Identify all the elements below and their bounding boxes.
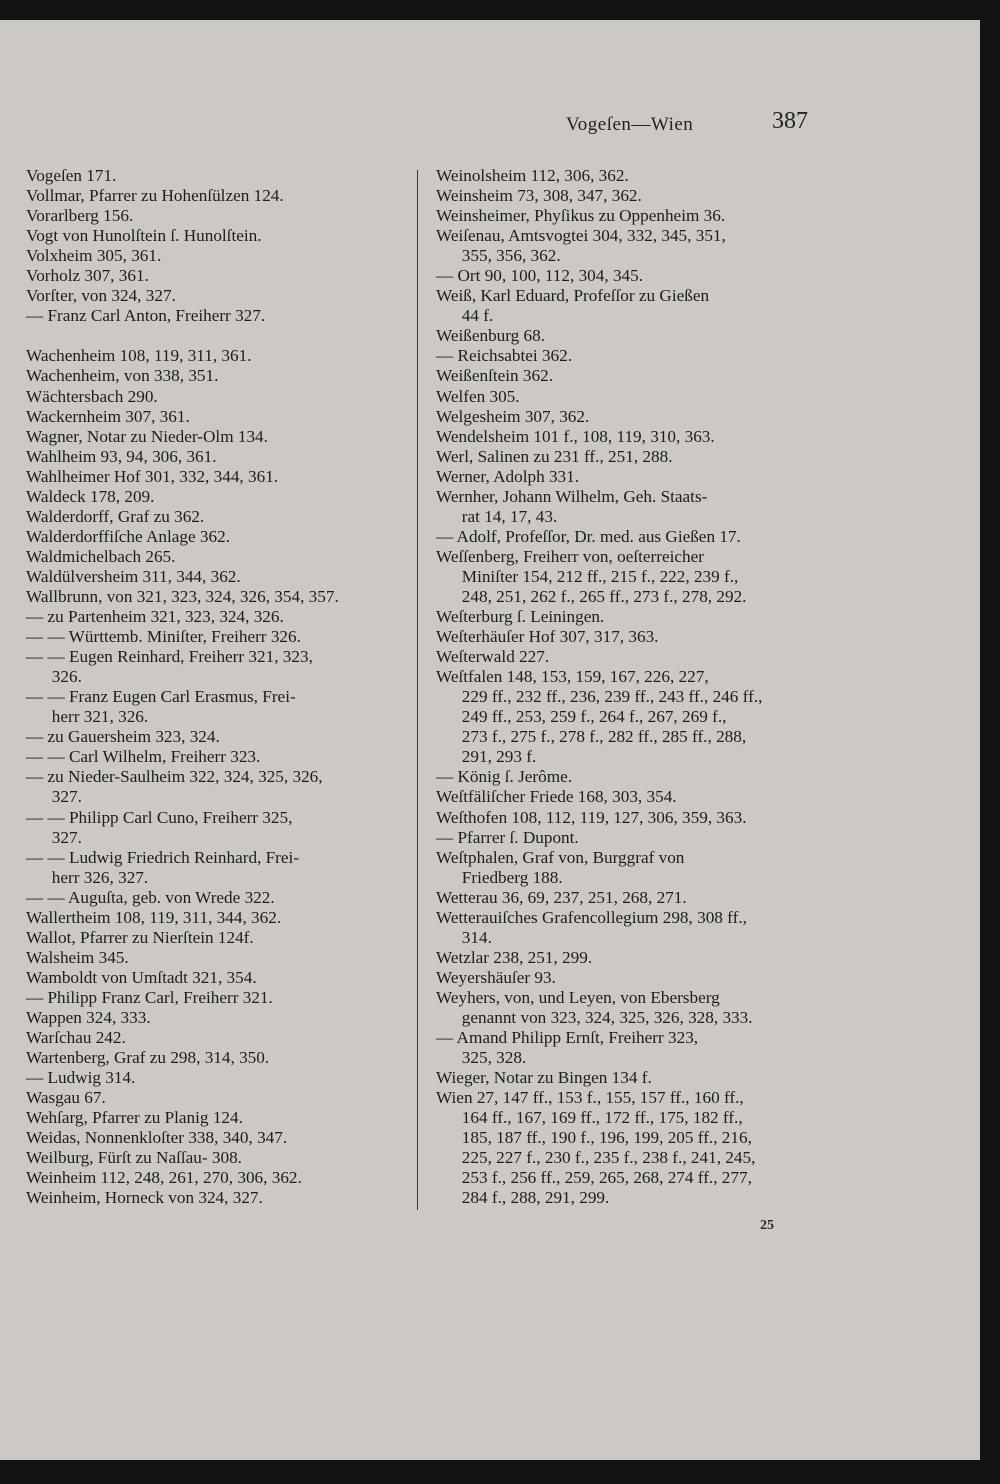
- index-entry: Weinheim 112, 248, 261, 270, 306, 362.: [26, 1168, 302, 1188]
- index-entry: Wieger, Notar zu Bingen 134 f.: [436, 1068, 652, 1088]
- index-entry: — Adolf, Profeſſor, Dr. med. aus Gießen 17.: [436, 526, 741, 546]
- index-entry: — — Württemb. Miniſter, Freiherr 326.: [26, 627, 301, 647]
- index-entry: Weinheim, Horneck von 324, 327.: [26, 1188, 263, 1208]
- index-entry: Wartenberg, Graf zu 298, 314, 350.: [26, 1048, 270, 1068]
- index-entry: 284 f., 288, 291, 299.: [436, 1188, 610, 1208]
- index-entry: Weidas, Nonnenkloſter 338, 340, 347.: [26, 1128, 288, 1148]
- index-entry: Miniſter 154, 212 ff., 215 f., 222, 239 f.,: [436, 566, 739, 586]
- index-entry: Wachenheim 108, 119, 311, 361.: [26, 346, 252, 366]
- index-entry: Waldülversheim 311, 344, 362.: [26, 566, 241, 586]
- index-entry: Werner, Adolph 331.: [436, 466, 580, 486]
- index-entry: Weſthofen 108, 112, 119, 127, 306, 359, 363.: [436, 807, 747, 827]
- index-entry: 253 f., 256 ff., 259, 265, 268, 274 ff., 277,: [436, 1168, 752, 1188]
- index-entry: Weyhers, von, und Leyen, von Ebersberg: [436, 987, 720, 1007]
- index-entry: Wendelsheim 101 f., 108, 119, 310, 363.: [436, 426, 715, 446]
- index-entry: Weinsheimer, Phyſikus zu Oppenheim 36.: [436, 206, 726, 226]
- index-entry: Vorarlberg 156.: [26, 206, 134, 226]
- index-entry: Welgesheim 307, 362.: [436, 406, 590, 426]
- index-entry: Walsheim 345.: [26, 947, 129, 967]
- index-entry: 326.: [26, 667, 82, 687]
- index-entry: Weilburg, Fürſt zu Naſſau- 308.: [26, 1148, 242, 1168]
- index-entry: Wallot, Pfarrer zu Nierſtein 124f.: [26, 927, 254, 947]
- index-entry: Werl, Salinen zu 231 ff., 251, 288.: [436, 446, 673, 466]
- index-entry: — — Philipp Carl Cuno, Freiherr 325,: [26, 807, 293, 827]
- index-entry: Wappen 324, 333.: [26, 1007, 151, 1027]
- index-entry: 327.: [26, 787, 82, 807]
- index-entry: Wasgau 67.: [26, 1088, 106, 1108]
- index-entry: Vogt von Hunolſtein ſ. Hunolſtein.: [26, 226, 262, 246]
- index-entry: — — Auguſta, geb. von Wrede 322.: [26, 887, 275, 907]
- index-entry: — zu Nieder-Saulheim 322, 324, 325, 326,: [26, 767, 323, 787]
- index-entry: Wetterau 36, 69, 237, 251, 268, 271.: [436, 887, 687, 907]
- running-title: Vogeſen—Wien: [566, 114, 694, 135]
- index-entry: Wernher, Johann Wilhelm, Geh. Staats-: [436, 486, 708, 506]
- index-entry: 248, 251, 262 f., 265 ff., 273 f., 278, 292.: [436, 586, 747, 606]
- index-entry: 44 f.: [436, 306, 494, 326]
- index-entry: Vorholz 307, 361.: [26, 266, 149, 286]
- index-entry: — zu Gauersheim 323, 324.: [26, 727, 220, 747]
- index-entry: — König ſ. Jerôme.: [436, 767, 573, 787]
- index-entry: — — Ludwig Friedrich Reinhard, Frei-: [26, 847, 300, 867]
- index-column-left: [26, 166, 406, 1208]
- index-entry: Weißenburg 68.: [436, 326, 546, 346]
- index-entry: Volxheim 305, 361.: [26, 246, 162, 266]
- index-entry: 325, 328.: [436, 1048, 527, 1068]
- index-entry: — Pfarrer ſ. Dupont.: [436, 827, 579, 847]
- index-entry: Wallertheim 108, 119, 311, 344, 362.: [26, 907, 282, 927]
- index-entry: Wahlheim 93, 94, 306, 361.: [26, 446, 217, 466]
- index-entry: herr 321, 326.: [26, 707, 149, 727]
- index-entry: — Amand Philipp Ernſt, Freiherr 323,: [436, 1028, 699, 1048]
- index-entry: — — Franz Eugen Carl Erasmus, Frei-: [26, 687, 296, 707]
- index-entry: 291, 293 f.: [436, 747, 537, 767]
- index-entry: Weſtfalen 148, 153, 159, 167, 226, 227,: [436, 667, 709, 687]
- index-entry: 185, 187 ff., 190 f., 196, 199, 205 ff., 216,: [436, 1128, 752, 1148]
- index-entry: 314.: [436, 927, 492, 947]
- index-entry: — Ludwig 314.: [26, 1068, 136, 1088]
- index-entry: Waldeck 178, 209.: [26, 486, 155, 506]
- index-entry: Vollmar, Pfarrer zu Hohenſülzen 124.: [26, 186, 284, 206]
- index-entry: Welfen 305.: [436, 386, 520, 406]
- index-entry: Waldmichelbach 265.: [26, 546, 176, 566]
- index-entry: Wachenheim, von 338, 351.: [26, 366, 219, 386]
- index-entry: herr 326, 327.: [26, 867, 149, 887]
- index-entry: — — Eugen Reinhard, Freiherr 321, 323,: [26, 647, 313, 667]
- signature-mark: 25: [760, 1218, 774, 1233]
- index-entry: Weſterburg ſ. Leiningen.: [436, 607, 605, 627]
- index-entry: Vogeſen 171.: [26, 166, 117, 185]
- page-number: 387: [772, 108, 808, 134]
- index-entry: Vorſter, von 324, 327.: [26, 286, 176, 306]
- index-entry: Wahlheimer Hof 301, 332, 344, 361.: [26, 466, 279, 486]
- index-entry: Weſterwald 227.: [436, 647, 550, 667]
- index-entry: Weyershäuſer 93.: [436, 967, 556, 987]
- book-page: [0, 20, 980, 1460]
- index-entry: Friedberg 188.: [436, 867, 563, 887]
- index-entry: Wehſarg, Pfarrer zu Planig 124.: [26, 1108, 243, 1128]
- index-entry: Weſtphalen, Graf von, Burggraf von: [436, 847, 685, 867]
- index-entry: — zu Partenheim 321, 323, 324, 326.: [26, 607, 284, 627]
- index-entry: — Ort 90, 100, 112, 304, 345.: [436, 266, 644, 286]
- index-entry: Wackernheim 307, 361.: [26, 406, 190, 426]
- index-entry: Weiſenau, Amtsvogtei 304, 332, 345, 351,: [436, 226, 726, 246]
- index-entry: Wetterauiſches Grafencollegium 298, 308 ff.,: [436, 907, 747, 927]
- index-entry: 355, 356, 362.: [436, 246, 561, 266]
- index-entry: Weinsheim 73, 308, 347, 362.: [436, 186, 642, 206]
- index-entry: Walderdorff, Graf zu 362.: [26, 506, 205, 526]
- index-entry: Weſterhäuſer Hof 307, 317, 363.: [436, 627, 659, 647]
- index-entry: — Philipp Franz Carl, Freiherr 321.: [26, 987, 273, 1007]
- index-entry: rat 14, 17, 43.: [436, 506, 558, 526]
- index-entry: Weinolsheim 112, 306, 362.: [436, 166, 629, 185]
- index-entry: 249 ff., 253, 259 f., 264 f., 267, 269 f.,: [436, 707, 727, 727]
- index-entry: — Franz Carl Anton, Freiherr 327.: [26, 306, 266, 326]
- index-entry: [26, 326, 406, 346]
- index-entry: — Reichsabtei 362.: [436, 346, 573, 366]
- index-entry: 229 ff., 232 ff., 236, 239 ff., 243 ff., 246 ff.,: [436, 687, 763, 707]
- index-entry: 164 ff., 167, 169 ff., 172 ff., 175, 182 ff.,: [436, 1108, 743, 1128]
- index-entry: Weiß, Karl Eduard, Profeſſor zu Gießen: [436, 286, 710, 306]
- index-entry: 225, 227 f., 230 f., 235 f., 238 f., 241, 245,: [436, 1148, 756, 1168]
- index-entry: Weſtfäliſcher Friede 168, 303, 354.: [436, 787, 677, 807]
- index-column-right: [436, 166, 816, 1208]
- index-entry: Wächtersbach 290.: [26, 386, 158, 406]
- index-entry: Weſſenberg, Freiherr von, oeſterreicher: [436, 546, 704, 566]
- index-entry: Wamboldt von Umſtadt 321, 354.: [26, 967, 257, 987]
- index-entry: Warſchau 242.: [26, 1028, 126, 1048]
- page-header: [0, 90, 980, 135]
- index-entry: Weißenſtein 362.: [436, 366, 553, 386]
- index-entry: Walderdorffiſche Anlage 362.: [26, 526, 230, 546]
- index-entry: Wetzlar 238, 251, 299.: [436, 947, 593, 967]
- index-entry: Wallbrunn, von 321, 323, 324, 326, 354, 357.: [26, 586, 339, 606]
- index-entry: genannt von 323, 324, 325, 326, 328, 333.: [436, 1007, 753, 1027]
- index-entry: Wagner, Notar zu Nieder-Olm 134.: [26, 426, 268, 446]
- index-entry: — — Carl Wilhelm, Freiherr 323.: [26, 747, 261, 767]
- index-entry: 273 f., 275 f., 278 f., 282 ff., 285 ff., 288,: [436, 727, 747, 747]
- index-entry: Wien 27, 147 ff., 153 f., 155, 157 ff., 160 ff.,: [436, 1088, 744, 1108]
- index-entry: 327.: [26, 827, 82, 847]
- column-divider: [417, 170, 418, 1210]
